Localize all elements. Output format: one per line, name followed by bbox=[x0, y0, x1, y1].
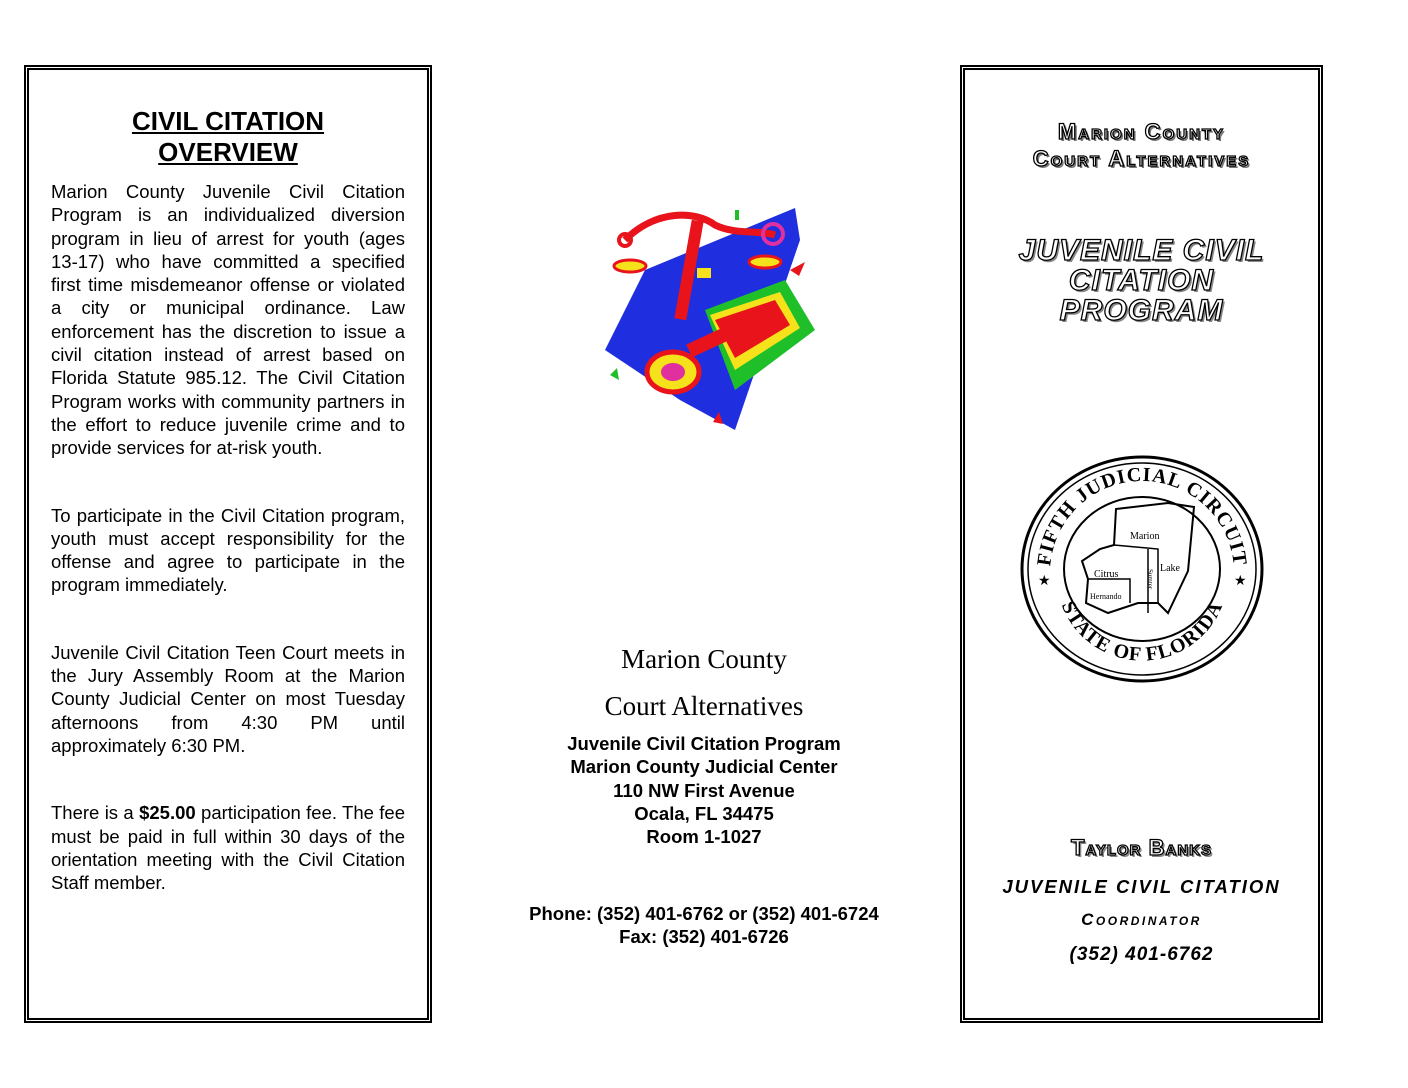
seal-top-text: FIFTH JUDICIAL CIRCUIT bbox=[1033, 463, 1251, 568]
circuit-seal-icon bbox=[1018, 453, 1266, 685]
overview-title-line2: OVERVIEW bbox=[158, 137, 298, 167]
clipart-confetti bbox=[697, 268, 711, 278]
seal-county-citrus: Citrus bbox=[1094, 569, 1119, 580]
phone-number: Phone: (352) 401-6762 or (352) 401-6724 bbox=[529, 903, 879, 924]
address-line: Marion County Judicial Center bbox=[570, 756, 838, 778]
fee-text-post: participation fee. The fee must be paid in full within 30 days of the orientation meeting with the Civil Citation Staff member. bbox=[51, 802, 405, 894]
program-title-line3: PROGRAM bbox=[1059, 294, 1224, 327]
fax-number: Fax: (352) 401-6726 bbox=[619, 926, 789, 948]
middle-org-name bbox=[490, 636, 918, 730]
seal-bottom-text: STATE OF FLORIDA bbox=[1056, 597, 1228, 666]
cover-program-title bbox=[962, 236, 1321, 326]
seal-outer-ring-inner bbox=[1028, 463, 1256, 675]
address-line: Ocala, FL 34475 bbox=[634, 802, 774, 824]
clipart-scale-pan-left bbox=[614, 260, 646, 272]
address-line: Juvenile Civil Citation Program bbox=[567, 733, 841, 754]
clipart-gavel-center bbox=[661, 363, 685, 381]
clipart-confetti bbox=[735, 210, 739, 220]
cover-org-line2: Court Alternatives bbox=[1032, 146, 1251, 171]
teen-court-paragraph: Juvenile Civil Citation Teen Court meets in the Jury Assembly Room at the Marion County Judicial Center on most Tuesday afternoons from 4:30 PM until approximately 6:30 PM. bbox=[51, 641, 405, 756]
seal-county-marion: Marion bbox=[1130, 531, 1160, 542]
overview-panel bbox=[24, 65, 432, 1023]
coordinator-role: JUVENILE CIVIL CITATION bbox=[1002, 876, 1281, 897]
fee-text-pre: There is a bbox=[51, 802, 140, 824]
clipart-confetti bbox=[790, 262, 805, 276]
address-block bbox=[490, 732, 918, 848]
cover-org-line1: Marion County bbox=[1057, 119, 1226, 144]
overview-title-line1: CIVIL CITATION bbox=[131, 106, 325, 136]
middle-org-line2: Court Alternatives bbox=[604, 691, 804, 721]
clipart-scale-pan-right bbox=[749, 256, 781, 268]
overview-paragraph: Marion County Juvenile Civil Citation Program is an individualized diversion program in lieu of arrest for youth (ages 13-17) who have committed a specified first time misdemeanor offense or violated a city or municipal ordinance. Law enforcement has the discretion to issue a civil citation instead of arrest based on Florida Statute 985.12. The Civil Citation Program works with community partners in the effort to reduce juvenile crime and to provide services for at-risk youth. bbox=[51, 181, 405, 459]
coordinator-phone: (352) 401-6762 bbox=[1069, 944, 1214, 965]
seal-county-sumter: Sumter bbox=[1146, 569, 1154, 590]
cover-org-name bbox=[962, 118, 1321, 172]
coordinator-title: Coordinator bbox=[1081, 910, 1202, 929]
program-title-line1: JUVENILE CIVIL bbox=[1018, 234, 1265, 267]
fee-amount: $25.00 bbox=[139, 802, 196, 824]
justice-clipart-icon bbox=[585, 200, 825, 430]
middle-org-line1: Marion County bbox=[621, 644, 787, 674]
seal-star-icon: ★ bbox=[1234, 572, 1247, 588]
seal-county-lake: Lake bbox=[1160, 563, 1180, 574]
coordinator-name: Taylor Banks bbox=[1070, 835, 1213, 860]
address-line: Room 1-1027 bbox=[646, 826, 762, 848]
address-line: 110 NW First Avenue bbox=[613, 779, 795, 801]
overview-title bbox=[51, 106, 405, 168]
participation-paragraph: To participate in the Civil Citation program, youth must accept responsibility for the offense and agree to participate in the program immediately. bbox=[51, 504, 405, 596]
seal-county-hernando: Hernando bbox=[1090, 592, 1122, 601]
seal-star-icon: ★ bbox=[1038, 572, 1051, 588]
clipart-confetti bbox=[610, 368, 619, 380]
contact-block bbox=[490, 902, 918, 949]
fee-paragraph bbox=[51, 801, 405, 894]
program-title-line2: CITATION bbox=[1068, 264, 1215, 297]
